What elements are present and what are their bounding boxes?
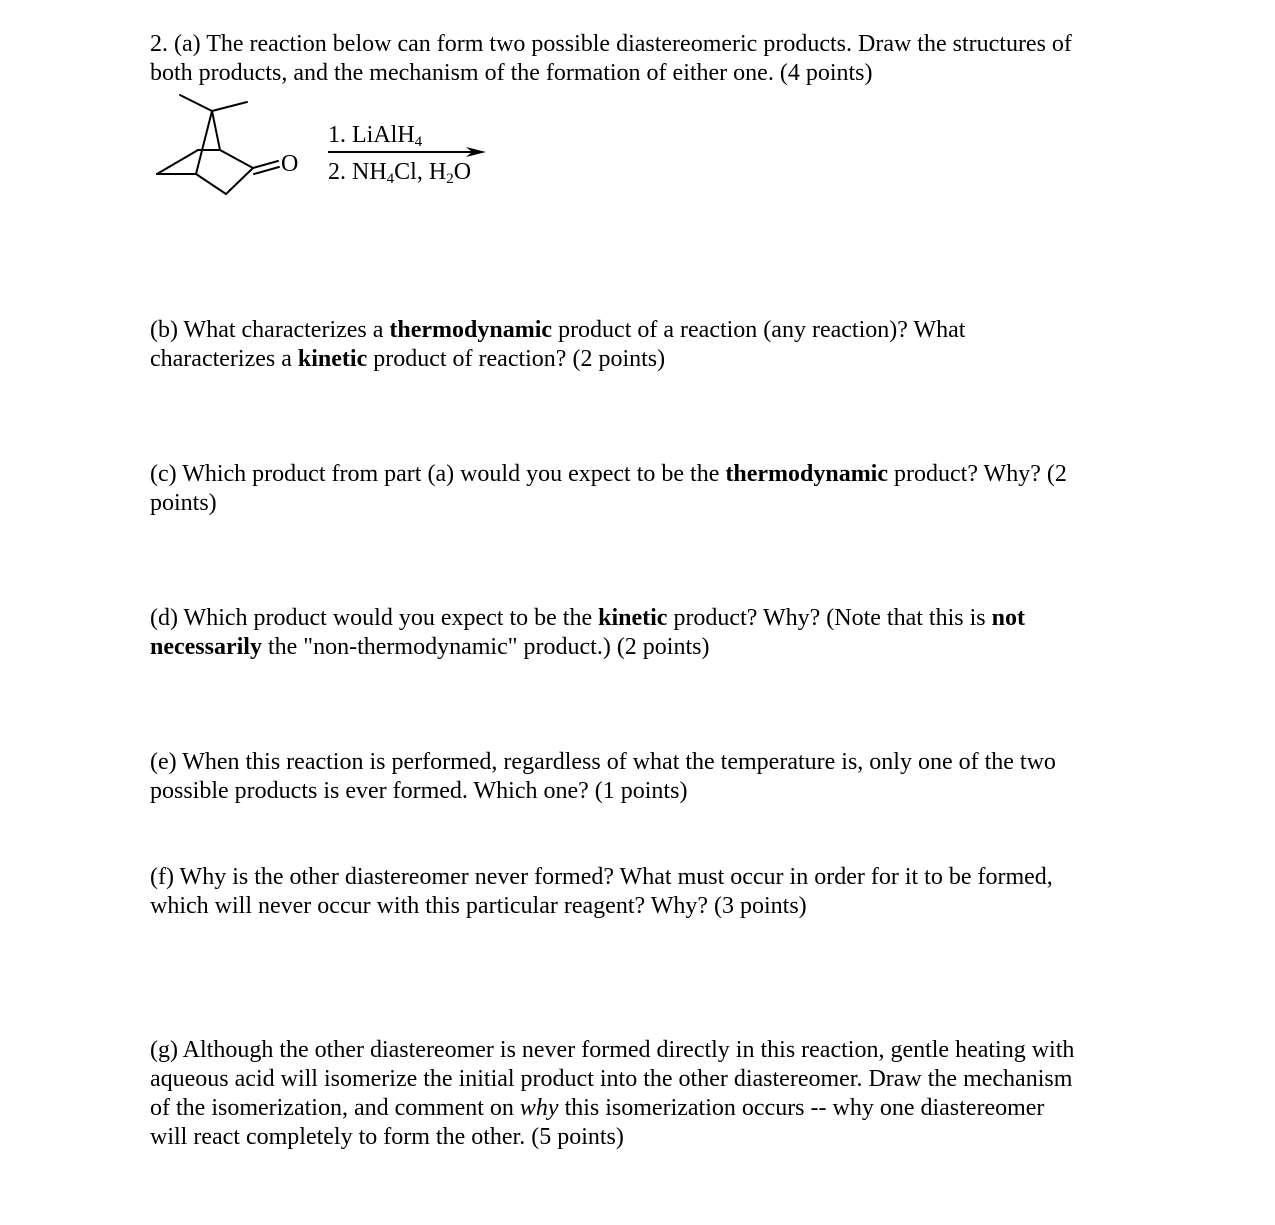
question-2c: (c) Which product from part (a) would you expect to be the thermodynamic product? Why? (2 points) [150,461,1067,516]
question-2f: (f) Why is the other diastereomer never formed? What must occur in order for it to be formed, which will never occur with this particular reagent? Why? (3 points) [150,864,1053,919]
reagent-step-1: 1. LiAlH$_4$ [328,122,423,150]
reaction-scheme [150,88,510,203]
question-2a [150,30,1072,88]
reaction-arrow [328,147,486,157]
reagent-step-2: 2. $NH_4Cl$, $H_2O$ [328,159,472,187]
carbonyl-oxygen-label: O [281,151,299,177]
question-2e: (e) When this reaction is performed, regardless of what the temperature is, only one of the two possible products is ever formed. Which one? (1 points) [150,749,1056,804]
question-2a-line-1: 2. (a) The reaction below can form two possible diastereomeric products. Draw the structures of [150,31,1072,57]
question-2a-line-2: both products, and the mechanism of the formation of either one. (4 points) [150,60,873,86]
question-2d: (d) Which product would you expect to be the kinetic product? Why? (Note that this is not necessarily the "non-thermodynamic" product.) (2 points) [150,605,1025,660]
question-2g: (g) Although the other diastereomer is never formed directly in this reaction, gentle heating with aqueous acid will isomerize the initial product into the other diastereomer. Draw the mechanism of the isomerization, and comment on why this isomerization occurs -- why one diastereomer will react completely to form the other. (5 points) [150,1037,1075,1150]
question-2b: (b) What characterizes a thermodynamic product of a reaction (any reaction)? What characterizes a kinetic product of reaction? (2 points) [150,317,966,372]
